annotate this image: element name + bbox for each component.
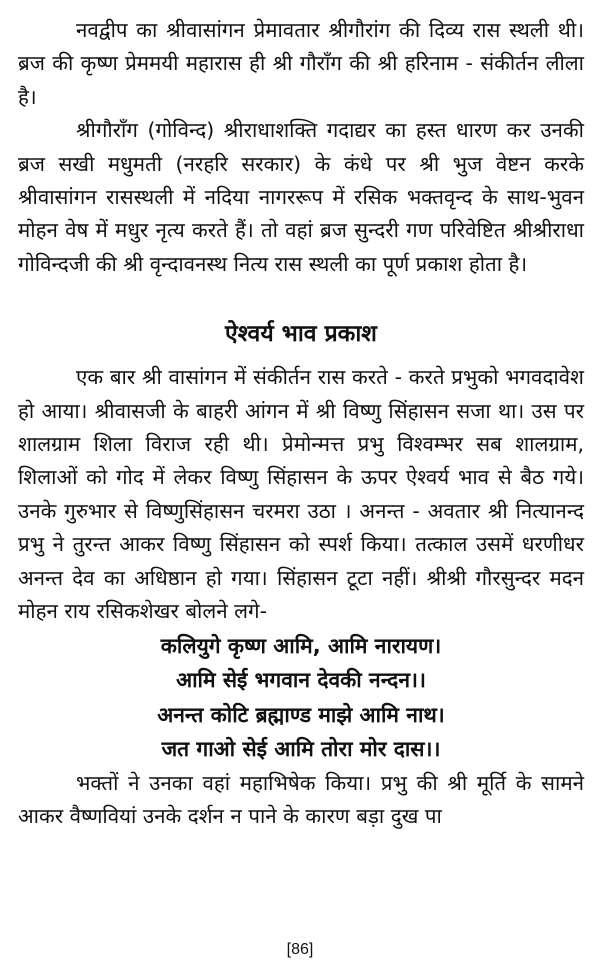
verse-line: अनन्त कोटि ब्रह्माण्ड माझे आमि नाथ।: [157, 702, 445, 727]
intro-paragraph-2: श्रीगौराँग (गोविन्द) श्रीराधाशक्ति गदाद्यर का हस्त धारण कर उनकी ब्रज सखी मधुमती (नरहरि सरकार) के कंधे पर श्री भुज वेष्टन करके श्रीवासांगन रासस्थली में नदिया नागररूप में रसिक भक्तवृन्द के साथ-भुवन मोहन वेष में मधुर नृत्य करते हैं। तो वहां ब्रज सुन्दरी गण परिवेष्टित श्रीश्रीराधा गोविन्दजी की श्री वृन्दावनस्थ नित्य रास स्थली का पूर्ण प्रकाश होता है।: [18, 118, 584, 276]
intro-paragraph-1: नवद्वीप का श्रीवासांगन प्रेमावतार श्रीगौरांग की दिव्य रास स्थली थी। ब्रज की कृष्ण प्रेममयी महारास ही श्री गौराँग की श्री हरिनाम - संकीर्तन लीला है।: [18, 18, 584, 109]
section-heading: ऐश्वर्य भाव प्रकाश: [225, 321, 377, 348]
narrative-paragraph: एक बार श्री वासांगन में संकीर्तन रास करते - करते प्रभुको भगवदावेश हो आया। श्रीवासजी के बाहरी आंगन में श्री विष्णु सिंहासन सजा था। उस पर शालग्राम शिला विराज रही थी। प्रेमोन्मत्त प्रभु विश्वम्भर सब शालग्राम, शिलाओं को गोद में लेकर विष्णु सिंहासन के ऊपर ऐश्वर्य भाव से बैठ गये। उनके गुरुभार से विष्णुसिंहासन चरमरा उठा । अनन्त - अवतार श्री नित्यानन्द प्रभु ने तुरन्त आकर विष्णु सिंहासन को स्पर्श किया। तत्काल उसमें धरणीधर अनन्त देव का अधिष्ठान हो गया। सिंहासन टूटा नहीं। श्रीश्री गौरसुन्दर मदन मोहन राय रसिकशेखर बोलने लगे-: [18, 365, 584, 624]
page-content: [18, 14, 584, 834]
verse-block: [18, 629, 584, 767]
verse-line: जत गाओ सेई आमि तोरा मोर दास।।: [161, 737, 441, 762]
verse-line: आमि सेई भगवान देवकी नन्दन।।: [176, 668, 426, 693]
page-number: [86]: [286, 941, 314, 958]
verse-line: कलियुगे कृष्ण आमि, आमि नारायण।: [160, 633, 442, 658]
closing-paragraph: भक्तों ने उनका वहां महाभिषेक किया। प्रभु की श्री मूर्ति के सामने आकर वैष्णवियां उनके दर्शन न पाने के कारण बड़ा दुख पा: [18, 770, 584, 829]
